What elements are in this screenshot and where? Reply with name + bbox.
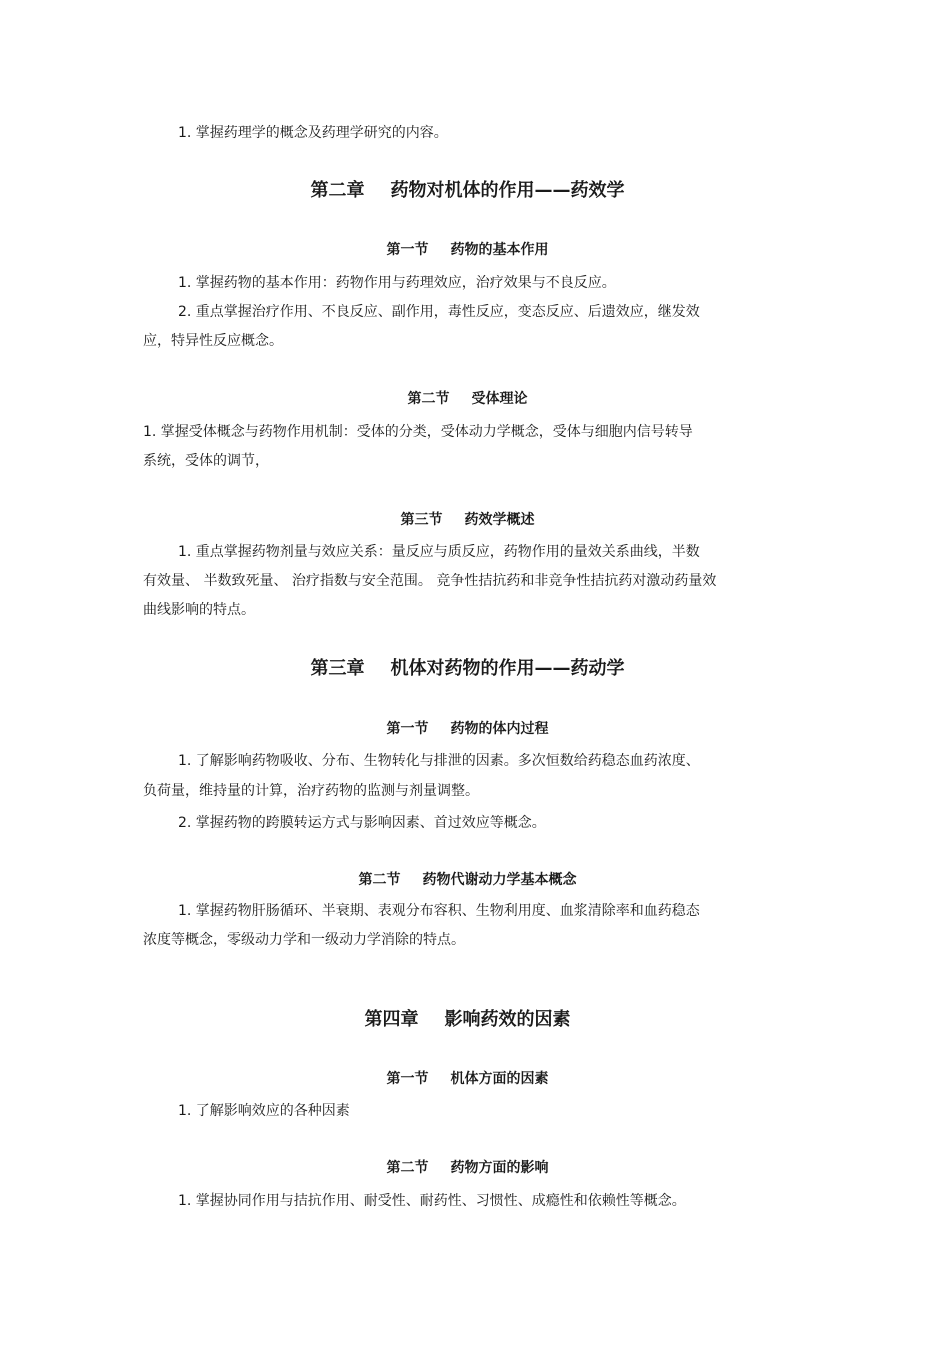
chapter-2-number: 第二章 xyxy=(310,180,365,201)
chapter-2-heading xyxy=(0,182,935,200)
ch2-s2-item-1-line-1: 1. 掌握受体概念与药物作用机制：受体的分类，受体动力学概念，受体与细胞内信号转导 xyxy=(143,424,693,440)
ch3-section-2-number: 第二节 xyxy=(358,872,401,888)
chapter-3-number: 第三章 xyxy=(310,658,365,679)
ch3-s2-item-1-line-2: 浓度等概念，零级动力学和一级动力学消除的特点。 xyxy=(143,932,465,948)
ch4-s2-item-1: 1. 掌握协同作用与拮抗作用、耐受性、耐药性、习惯性、成瘾性和依赖性等概念。 xyxy=(178,1193,686,1209)
ch3-section-1-title: 药物的体内过程 xyxy=(450,721,549,737)
ch4-section-2-number: 第二节 xyxy=(386,1160,429,1176)
ch2-section-2-heading xyxy=(0,392,935,406)
ch2-s1-item-2-line-2: 应，特异性反应概念。 xyxy=(143,333,283,349)
ch4-section-2-title: 药物方面的影响 xyxy=(450,1160,549,1176)
ch2-s3-item-1-line-1: 1. 重点掌握药物剂量与效应关系：量反应与质反应，药物作用的量效关系曲线，半数 xyxy=(178,544,700,560)
ch4-section-2-heading xyxy=(0,1161,935,1175)
ch3-s2-item-1-line-1: 1. 掌握药物肝肠循环、半衰期、表观分布容积、生物利用度、血浆清除率和血药稳态 xyxy=(178,903,700,919)
ch2-s1-item-1: 1. 掌握药物的基本作用：药物作用与药理效应，治疗效果与不良反应。 xyxy=(178,275,616,291)
ch3-section-2-heading xyxy=(0,873,935,887)
ch2-section-3-number: 第三节 xyxy=(400,512,443,528)
chapter-3-heading xyxy=(0,660,935,678)
ch2-section-1-number: 第一节 xyxy=(386,242,429,258)
intro-item: 1. 掌握药理学的概念及药理学研究的内容。 xyxy=(178,125,448,141)
ch3-s1-item-1-line-1: 1. 了解影响药物吸收、分布、生物转化与排泄的因素。多次恒数给药稳态血药浓度、 xyxy=(178,753,700,769)
ch2-s2-item-1-line-2: 系统，受体的调节， xyxy=(143,453,269,469)
chapter-4-heading xyxy=(0,1011,935,1029)
ch3-section-2-title: 药物代谢动力学基本概念 xyxy=(422,872,577,888)
chapter-4-number: 第四章 xyxy=(364,1009,419,1030)
ch4-section-1-number: 第一节 xyxy=(386,1071,429,1087)
ch2-section-2-title: 受体理论 xyxy=(471,391,528,407)
ch3-section-1-heading xyxy=(0,722,935,736)
chapter-3-title: 机体对药物的作用——药动学 xyxy=(390,658,625,679)
ch2-section-3-title: 药效学概述 xyxy=(464,512,535,528)
ch2-section-1-heading xyxy=(0,243,935,257)
ch4-section-1-heading xyxy=(0,1072,935,1086)
chapter-2-title: 药物对机体的作用——药效学 xyxy=(390,180,625,201)
chapter-4-title: 影响药效的因素 xyxy=(444,1009,571,1030)
ch4-s1-item-1: 1. 了解影响效应的各种因素 xyxy=(178,1103,350,1119)
ch3-s1-item-1-line-2: 负荷量，维持量的计算，治疗药物的监测与剂量调整。 xyxy=(143,783,479,799)
ch3-s1-item-2: 2. 掌握药物的跨膜转运方式与影响因素、首过效应等概念。 xyxy=(178,815,546,831)
ch3-section-1-number: 第一节 xyxy=(386,721,429,737)
ch2-s3-item-1-line-2: 有效量、 半数致死量、 治疗指数与安全范围。 竞争性拮抗药和非竞争性拮抗药对激动药量效 xyxy=(143,573,717,589)
ch2-s1-item-2-line-1: 2. 重点掌握治疗作用、不良反应、副作用，毒性反应，变态反应、后遗效应，继发效 xyxy=(178,304,700,320)
ch2-section-2-number: 第二节 xyxy=(407,391,450,407)
ch4-section-1-title: 机体方面的因素 xyxy=(450,1071,549,1087)
ch2-section-3-heading xyxy=(0,513,935,527)
ch2-s3-item-1-line-3: 曲线影响的特点。 xyxy=(143,602,255,618)
ch2-section-1-title: 药物的基本作用 xyxy=(450,242,549,258)
